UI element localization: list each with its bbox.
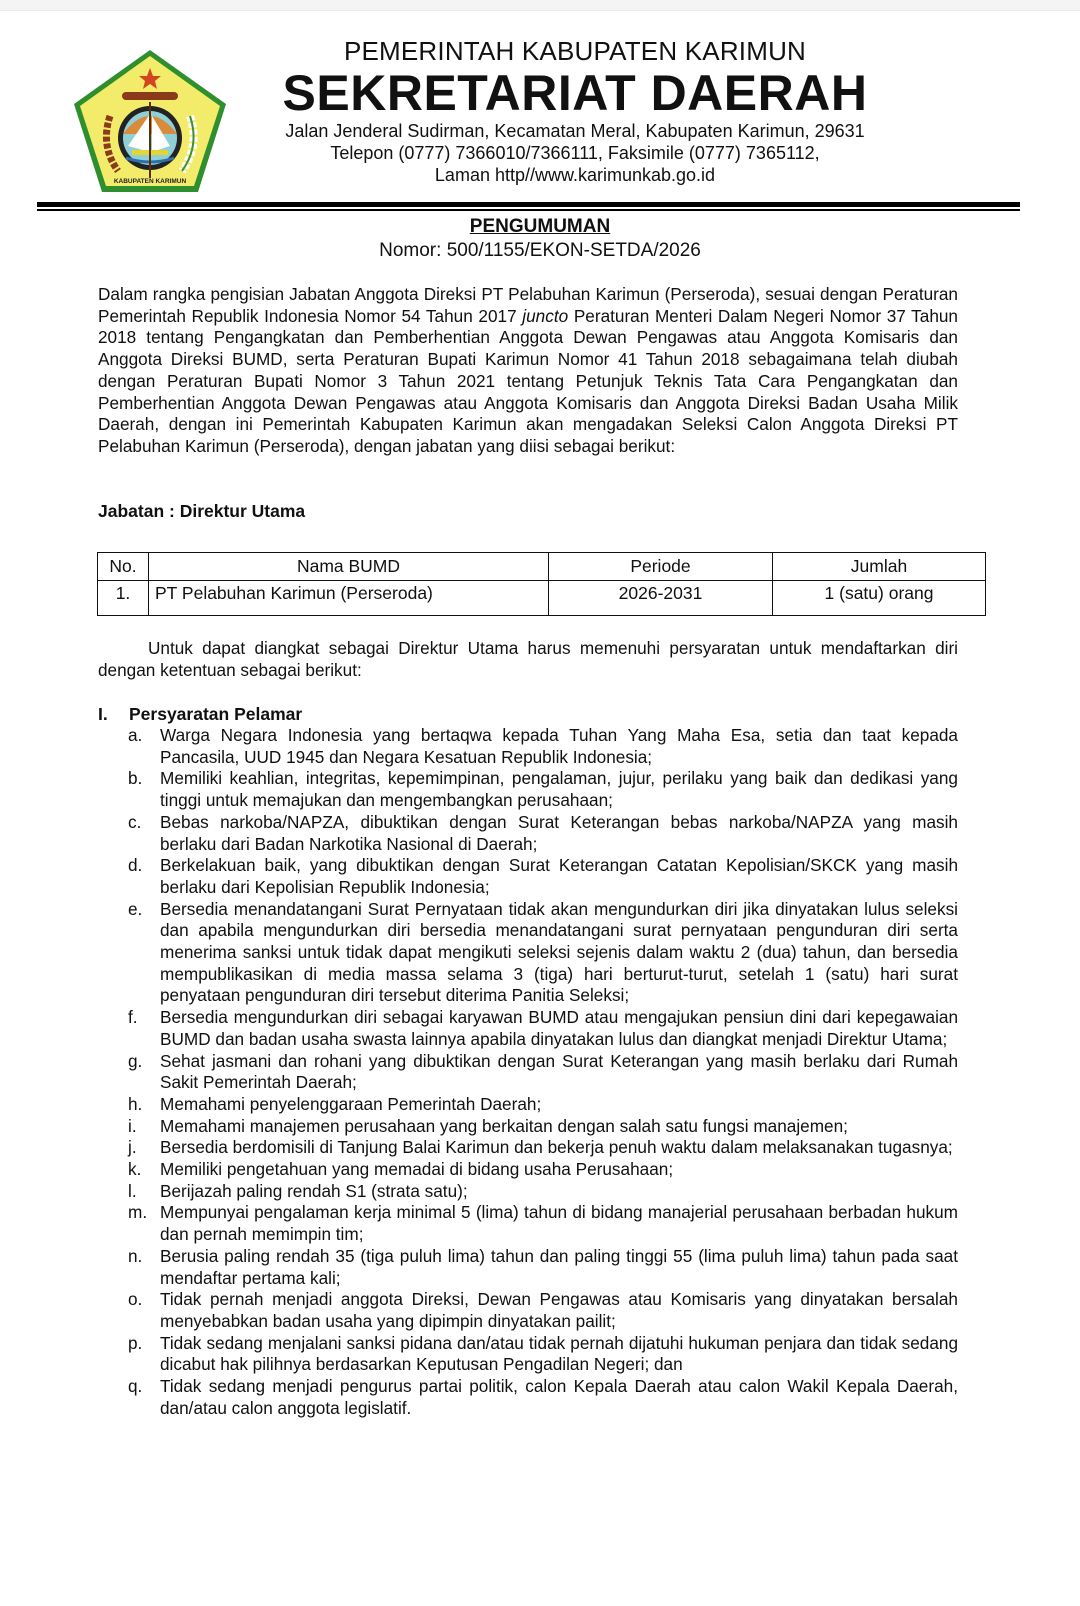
list-item-text: Berijazah paling rendah S1 (strata satu); xyxy=(160,1180,468,1201)
list-item xyxy=(128,1159,958,1181)
list-item xyxy=(128,899,958,1008)
list-item-marker: e. xyxy=(128,898,143,919)
intro-text-part2: Peraturan Menteri Dalam Negeri Nomor 37 Tahun 2018 tentang Pengangkatan dan Pemberhentian Anggota Dewan Pengawas atau Anggota Komisaris dan Anggota Direksi BUMD, serta Peraturan Bupati Karimun Nomor 41 Tahun 2018 sebagaimana telah diubah dengan Peraturan Bupati Nomor 3 Tahun 2021 tentang Petunjuk Teknis Tata Cara Pengangkatan dan Pemberhentian Anggota Dewan Pengawas atau Anggota Komisaris dan Anggota Direksi Badan Usaha Milik Daerah, dengan ini Pemerintah Kabupaten Karimun akan mengadakan Seleksi Calon Anggota Direksi PT Pelabuhan Karimun (Perseroda), dengan jabatan yang diisi sebagai berikut: xyxy=(98,305,958,456)
list-item-marker: c. xyxy=(128,811,142,832)
list-item xyxy=(128,725,958,768)
table-header-row xyxy=(98,553,986,581)
list-item-text: Bersedia mengundurkan diri sebagai karyawan BUMD atau mengajukan pensiun dini dari kepegawaian BUMD dan badan usaha swasta lainnya apabila dinyatakan lulus dan diangkat menjadi Direktur Utama; xyxy=(160,1007,958,1049)
position-label: Jabatan : Direktur Utama xyxy=(98,501,306,521)
header-cell-period: Periode xyxy=(549,553,773,581)
list-item-marker: n. xyxy=(128,1245,143,1266)
list-item-text: Tidak pernah menjadi anggota Direksi, Dewan Pengawas atau Komisaris yang dinyatakan bersalah menyebabkan badan usaha yang dipimpin dinyatakan pailit; xyxy=(160,1289,958,1331)
requirements-intro: Untuk dapat diangkat sebagai Direktur Utama harus memenuhi persyaratan untuk mendaftarkan diri dengan ketentuan sebagai berikut: xyxy=(98,638,958,680)
office-name: SEKRETARIAT DAERAH xyxy=(282,65,868,121)
list-item-text: Memahami penyelenggaraan Pemerintah Daerah; xyxy=(160,1093,542,1114)
list-item xyxy=(128,1116,958,1138)
section-title: Persyaratan Pelamar xyxy=(129,704,303,724)
list-item-marker: j. xyxy=(128,1137,137,1158)
header-cell-bumd-name: Nama BUMD xyxy=(149,553,549,581)
section-heading xyxy=(98,704,302,725)
announcement-header xyxy=(0,215,1080,263)
intro-paragraph xyxy=(98,284,958,458)
list-item-text: Tidak sedang menjadi pengurus partai politik, calon Kepala Daerah atau calon Wakil Kepala Daerah, dan/atau calon anggota legislatif. xyxy=(160,1376,958,1418)
list-item-marker: i. xyxy=(128,1115,137,1136)
list-item xyxy=(128,1181,958,1203)
list-item-marker: b. xyxy=(128,768,143,789)
list-item-text: Sehat jasmani dan rohani yang dibuktikan dengan Surat Keterangan yang masih berlaku dari Rumah Sakit Pemerintah Daerah; xyxy=(160,1050,958,1093)
list-item-text: Memiliki keahlian, integritas, kepemimpinan, pengalaman, jujur, perilaku yang baik dan dedikasi yang tinggi untuk memajukan dan mengembangkan perusahaan; xyxy=(160,768,958,811)
list-item-text: Warga Negara Indonesia yang bertaqwa kepada Tuhan Yang Maha Esa, setia dan taat kepada Pancasila, UUD 1945 dan Negara Kesatuan Republik Indonesia; xyxy=(160,725,958,767)
announcement-number: Nomor: 500/1155/EKON-SETDA/2026 xyxy=(379,240,701,261)
list-item xyxy=(128,855,958,898)
section-number: I. xyxy=(98,704,108,724)
letterhead xyxy=(250,36,900,186)
list-item-marker: f. xyxy=(128,1007,138,1028)
list-item xyxy=(128,1333,958,1376)
list-item xyxy=(128,1202,958,1245)
list-item-text: Mempunyai pengalaman kerja minimal 5 (lima) tahun di bidang manajerial perusahaan berbadan hukum dan pernah memimpin tim; xyxy=(160,1202,958,1245)
list-item-text: Berkelakuan baik, yang dibuktikan dengan Surat Keterangan Catatan Kepolisian/SKCK yang masih berlaku dari Kepolisian Republik Indonesia; xyxy=(160,855,958,897)
list-item-marker: o. xyxy=(128,1289,143,1310)
table-row xyxy=(98,581,986,616)
cell-quantity: 1 (satu) orang xyxy=(773,581,986,616)
list-item-marker: p. xyxy=(128,1332,143,1353)
cell-period: 2026-2031 xyxy=(549,581,773,616)
list-item xyxy=(128,1376,958,1419)
list-item-marker: q. xyxy=(128,1376,143,1397)
intro-italic-term: juncto xyxy=(522,305,569,326)
letterhead-divider-thin xyxy=(37,209,1020,211)
list-item-text: Bersedia menandatangani Surat Pernyataan tidak akan mengundurkan diri jika dinyatakan lulus seleksi dan apabila mengundurkan diri bersedia menandatangani surat pernyataan pengunduran diri serta menerima sanksi untuk tidak dapat mengikuti seleksi sejenis dalam waktu 2 (dua) tahun, dan bersedia mempublikasikan di media massa selama 3 (tiga) hari berturut-turut, setelah 1 (satu) hari surat penyataan pengunduran diri tersebut diterima Panitia Seleksi; xyxy=(160,898,958,1006)
cell-bumd-name: PT Pelabuhan Karimun (Perseroda) xyxy=(149,581,549,616)
list-item-marker: g. xyxy=(128,1050,143,1071)
list-item-marker: a. xyxy=(128,725,143,745)
position-table xyxy=(97,552,986,616)
header-cell-quantity: Jumlah xyxy=(773,553,986,581)
list-item-text: Tidak sedang menjalani sanksi pidana dan/atau tidak pernah dijatuhi hukuman penjara dan tidak sedang dicabut hak pilihnya berdasarkan Keputusan Pengadilan Negeri; dan xyxy=(160,1332,958,1375)
letterhead-divider-thick xyxy=(37,202,1020,207)
intro-text-part1: Dalam rangka pengisian Jabatan Anggota Direksi PT Pelabuhan Karimun (Perseroda), sesuai dengan Peraturan Pemerintah Republik Indonesia Nomor 54 Tahun 2017 xyxy=(98,284,958,326)
requirements-list xyxy=(128,725,958,1420)
list-item xyxy=(128,1137,958,1159)
website-line: Laman http//www.karimunkab.go.id xyxy=(434,165,716,185)
announcement-title: PENGUMUMAN xyxy=(469,216,611,237)
list-item xyxy=(128,812,958,855)
cell-no: 1. xyxy=(98,581,149,616)
emblem-label: KABUPATEN KARIMUN xyxy=(113,178,187,185)
list-item-text: Memahami manajemen perusahaan yang berkaitan dengan salah satu fungsi manajemen; xyxy=(160,1115,848,1136)
government-name: PEMERINTAH KABUPATEN KARIMUN xyxy=(343,36,807,66)
list-item-marker: h. xyxy=(128,1093,143,1114)
list-item-text: Berusia paling rendah 35 (tiga puluh lima) tahun dan paling tinggi 55 (lima puluh lima) tahun pada saat mendaftar pertama kali; xyxy=(160,1245,958,1288)
list-item xyxy=(128,1094,958,1116)
list-item-marker: l. xyxy=(128,1180,137,1201)
karimun-regency-emblem-icon xyxy=(70,46,230,196)
list-item-marker: k. xyxy=(128,1159,142,1180)
list-item xyxy=(128,768,958,811)
header-cell-no: No. xyxy=(98,553,149,581)
list-item xyxy=(128,1007,958,1050)
list-item xyxy=(128,1051,958,1094)
list-item-text: Memiliki pengetahuan yang memadai di bidang usaha Perusahaan; xyxy=(160,1159,674,1180)
list-item xyxy=(128,1246,958,1289)
phone-fax-line: Telepon (0777) 7366010/7366111, Faksimile (0777) 7365112, xyxy=(330,143,820,163)
address-line: Jalan Jenderal Sudirman, Kecamatan Meral, Kabupaten Karimun, 29631 xyxy=(285,121,865,141)
list-item-text: Bersedia berdomisili di Tanjung Balai Karimun dan bekerja penuh waktu dalam melaksanakan tugasnya; xyxy=(160,1137,953,1158)
list-item xyxy=(128,1289,958,1332)
list-item-text: Bebas narkoba/NAPZA, dibuktikan dengan Surat Keterangan bebas narkoba/NAPZA yang masih berlaku dari Badan Narkotika Nasional di Daerah; xyxy=(160,811,958,854)
list-item-marker: d. xyxy=(128,855,143,876)
list-item-marker: m. xyxy=(128,1202,148,1223)
top-bar xyxy=(0,0,1080,11)
